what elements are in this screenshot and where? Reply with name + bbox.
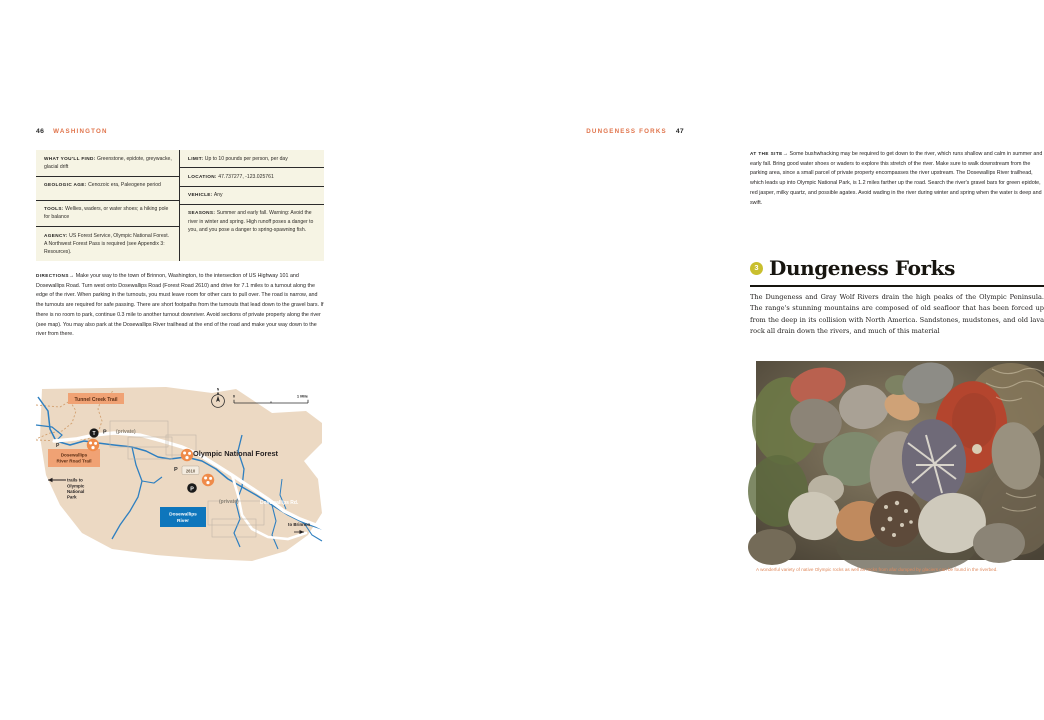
fact-location	[180, 168, 324, 186]
svg-text:Olympic: Olympic	[67, 483, 85, 489]
fact-tools	[36, 201, 179, 228]
directions-text: Make your way to the town of Brinnon, Washington, to the intersection of US Highway 101 and Dosewallips Road. Turn west onto Dosewallips Road (Forest Road 2610) and drive for 7.1 miles to a turnout along the edge of the river. When parking in the turnouts, you must leave room for other cars to pull over. The road is narrow, and the turnouts are required for safe passing. There are short footpaths from the turnouts that lead down to the gravel bars. If there is no room to park, continue 0.3 mile to another turnout downriver. Avoid sections of private property along the river (see map). You may also park at the Dosewallips River trailhead at the end of the road and make your way down to the river from there.	[36, 273, 324, 338]
map-marker-parking[interactable]	[103, 430, 107, 436]
photo-caption: A wonderful variety of native Olympic rocks as well as rocks from afar dumped by glaciers can be found in the riverbed.	[756, 567, 998, 572]
site-map[interactable]	[36, 383, 324, 565]
map-label-olympic-national-forest: Olympic National Forest	[193, 449, 279, 458]
running-head-title-right: DUNGENESS FORKS	[586, 128, 667, 135]
fact-value: Any	[212, 192, 223, 198]
map-marker-parking[interactable]	[187, 483, 197, 493]
fact-label: LOCATION:	[188, 173, 217, 179]
fact-label: VEHICLE:	[188, 192, 213, 197]
at-the-site-text: Some bushwhacking may be required to get down to the river, which runs shallow and calm in summer and early fall. Bring good water shoes or waders to explore this stretch of the river. Make sure to walk downstream from the parking area, since a small parcel of private property encompasses the river upstream. The Dosewallips River trailhead, which leads up into Olympic National Park, is 1.2 miles farther up the road. Search the river's gravel bars for green epidote, red jasper, milky quartz, and possible agates. Avoid wading in the river during winter and spring when the water is deep and swift.	[750, 151, 1043, 206]
running-head-right	[586, 128, 684, 135]
fact-vehicle	[180, 187, 324, 205]
svg-text:T: T	[92, 431, 96, 438]
fact-seasons	[180, 205, 324, 239]
at-the-site-arrow-icon: →	[782, 151, 789, 157]
fact-label: LIMIT:	[188, 155, 204, 161]
section-divider-rule	[750, 285, 1044, 287]
fact-value: Cenozoic era, Paleogene period	[86, 182, 161, 188]
running-head-title-left: WASHINGTON	[53, 128, 108, 135]
svg-text:P: P	[103, 429, 107, 436]
fact-value: Wellies, waders, or water shoes; a hiking pole for balance	[44, 206, 169, 221]
svg-text:River: River	[177, 519, 189, 525]
fact-geologic-age	[36, 177, 179, 201]
map-label-private-south: (private)	[219, 499, 239, 505]
svg-text:P: P	[190, 486, 194, 493]
fact-box-left-column	[36, 150, 180, 261]
left-page	[0, 0, 360, 720]
fact-agency	[36, 227, 179, 261]
map-marker-rockhounding-site[interactable]	[202, 474, 214, 486]
scale-label-zero: 0	[232, 393, 236, 399]
svg-text:to Brinnon: to Brinnon	[288, 522, 311, 527]
svg-text:N: N	[216, 387, 220, 392]
scale-label-one-mile: 1 Mile	[296, 393, 308, 399]
fact-label: GEOLOGIC AGE:	[44, 182, 87, 187]
at-the-site-paragraph	[750, 150, 1044, 208]
fact-value: US Forest Service, Olympic National Forest. A Northwest Forest Pass is required (see Appendix 3: Resources).	[44, 232, 170, 255]
svg-text:2610: 2610	[185, 468, 196, 474]
folio-number-left: 46	[36, 128, 45, 135]
map-road-shield-2610	[182, 466, 199, 475]
national-forest-area	[40, 387, 322, 561]
map-marker-rockhounding-site[interactable]	[181, 449, 193, 461]
fact-what-youll-find	[36, 150, 179, 177]
fact-label: WHAT YOU'LL FIND:	[44, 155, 96, 161]
riverbed-rocks-photo	[756, 361, 1044, 560]
map-label-dosewallips-river	[160, 507, 206, 527]
at-the-site-label: AT THE SITE	[750, 151, 783, 156]
svg-text:P: P	[174, 467, 178, 473]
folio-number-right: 47	[675, 128, 684, 135]
map-marker-rockhounding-site[interactable]	[87, 439, 99, 451]
fact-label: TOOLS:	[44, 206, 64, 211]
section-intro-paragraph: The Dungeness and Gray Wolf Rivers drain the high peaks of the Olympic Peninsula. The range's stunning mountains are composed of old seafloor that has been forced up from the deep in its collision with North America. Sandstones, mudstones, and old lava rock all drain down the rivers, and much of this material	[750, 293, 1044, 335]
fact-label: AGENCY:	[44, 232, 68, 238]
map-label-private-north: (private)	[116, 429, 136, 435]
fact-value: Summer and early fall. Warning: Avoid the river in winter and spring. High runoff poses a danger to you, and you pose a danger to spring-spawning fish.	[188, 210, 314, 233]
svg-text:Park: Park	[67, 494, 77, 500]
directions-arrow-icon: →	[68, 273, 75, 279]
map-label-tunnel-creek-trail	[68, 393, 124, 404]
directions-paragraph	[36, 272, 324, 340]
map-label-dosewallips-river-road-trail	[48, 449, 100, 467]
running-head-left	[36, 128, 108, 135]
section-title: Dungeness Forks	[769, 256, 955, 280]
svg-text:Dosewallips: Dosewallips	[169, 512, 197, 518]
section-number-badge: 3	[750, 262, 763, 275]
map-marker-parking[interactable]	[174, 467, 178, 473]
map-marker-trailhead[interactable]	[89, 428, 98, 437]
right-page	[360, 0, 1044, 720]
fact-value: Greenstone, epidote, greywacke, glacial drift	[44, 155, 172, 170]
svg-text:National: National	[67, 489, 85, 494]
map-label-dosewallips-road: Dosewallips Rd.	[260, 500, 299, 506]
fact-limit	[180, 150, 324, 168]
svg-text:trails to: trails to	[67, 477, 83, 483]
fact-value: Up to 10 pounds per person, per day	[203, 155, 288, 162]
fact-value: 47.737277, -123.025761	[216, 173, 274, 180]
svg-text:Tunnel Creek Trail: Tunnel Creek Trail	[74, 396, 118, 403]
directions-label: DIRECTIONS	[36, 273, 69, 278]
svg-text:River Road Trail: River Road Trail	[56, 458, 92, 464]
svg-text:Dosewallips: Dosewallips	[60, 452, 88, 458]
fact-box-right-column	[180, 150, 324, 261]
svg-text:P: P	[56, 443, 60, 449]
section-heading	[750, 258, 1044, 278]
fact-box	[36, 150, 324, 261]
fact-label: SEASONS:	[188, 210, 216, 216]
